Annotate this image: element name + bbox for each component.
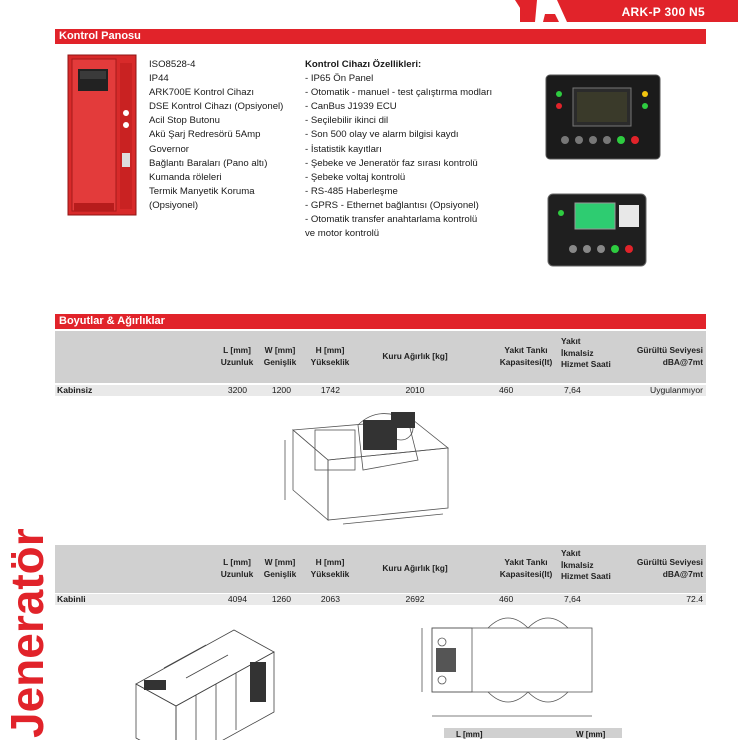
header-service-hours: Yakıt İkmalsiz Hizmet Saati bbox=[561, 548, 611, 581]
row-name: Kabinsiz bbox=[57, 385, 93, 395]
row-height: 1742 bbox=[320, 385, 340, 395]
feature-item: Governor bbox=[149, 143, 189, 155]
feature-item: (Opsiyonel) bbox=[149, 199, 199, 211]
controller-feature-item: - Son 500 olay ve alarm bilgisi kaydı bbox=[305, 129, 459, 141]
partial-header-length: L [mm] bbox=[456, 730, 483, 739]
header-tank: Yakıt Tankı Kapasitesi(lt) bbox=[499, 345, 553, 367]
header-service-hours: Yakıt İkmalsiz Hizmet Saati bbox=[561, 336, 611, 369]
row-hours: 7,64 bbox=[564, 594, 581, 604]
controller-feature-item: - Seçilebilir ikinci dil bbox=[305, 115, 389, 127]
section-title-panel: Kontrol Panosu bbox=[55, 29, 706, 44]
partial-header-width: W [mm] bbox=[576, 730, 606, 739]
row-weight: 2010 bbox=[405, 385, 425, 395]
enclosed-genset-drawing bbox=[130, 622, 280, 738]
header-noise: Gürültü Seviyesi dBA@7mt bbox=[636, 557, 703, 579]
header-height: H [mm] Yükseklik bbox=[310, 345, 350, 367]
controller-feature-item: ve motor kontrolü bbox=[305, 228, 380, 240]
feature-item: DSE Kontrol Cihazı (Opsiyonel) bbox=[149, 101, 284, 113]
controller-feature-item: - Otomatik - manuel - test çalıştırma modları bbox=[305, 87, 493, 99]
feature-item: Acil Stop Butonu bbox=[149, 115, 220, 127]
model-title: ARK-P 300 N5 bbox=[621, 5, 705, 19]
table-header-unenclosed bbox=[55, 331, 706, 383]
feature-item: ARK700E Kontrol Cihazı bbox=[149, 87, 255, 99]
row-tank: 460 bbox=[499, 594, 514, 604]
table-row bbox=[55, 594, 706, 605]
header-width: W [mm] Genişlik bbox=[263, 557, 297, 579]
ark700e-controller-image bbox=[545, 74, 661, 160]
header-weight: Kuru Ağırlık [kg] bbox=[382, 351, 448, 361]
controller-feature-item: - İstatistik kayıtları bbox=[305, 143, 382, 155]
controller-feature-item: - IP65 Ön Panel bbox=[305, 73, 374, 85]
row-noise: Uygulanmıyor bbox=[649, 385, 703, 395]
row-height: 2063 bbox=[320, 594, 340, 604]
controller-feature-item: - Otomatik transfer anahtarlama kontrolü bbox=[305, 214, 478, 226]
controller-feature-item: - GPRS - Ethernet bağlantısı (Opsiyonel) bbox=[305, 199, 479, 211]
feature-item: Kumanda röleleri bbox=[149, 171, 222, 183]
open-genset-drawing bbox=[283, 400, 455, 528]
header-width: W [mm] Genişlik bbox=[263, 345, 297, 367]
dse-controller-image bbox=[547, 193, 647, 267]
controller-feature-item: - RS-485 Haberleşme bbox=[305, 185, 398, 197]
row-length: 4094 bbox=[227, 594, 247, 604]
row-name: Kabinli bbox=[57, 594, 86, 604]
controller-features-title: Kontrol Cihazı Özellikleri: bbox=[305, 59, 422, 70]
header-noise: Gürültü Seviyesi dBA@7mt bbox=[636, 345, 703, 367]
control-panel-image bbox=[66, 53, 138, 217]
feature-item: Termik Manyetik Koruma bbox=[149, 185, 255, 197]
header-tank: Yakıt Tankı Kapasitesi(lt) bbox=[499, 557, 553, 579]
row-weight: 2692 bbox=[405, 594, 425, 604]
header-length: L [mm] Uzunluk bbox=[220, 345, 254, 367]
section-title-dimensions: Boyutlar & Ağırlıklar bbox=[55, 314, 706, 329]
controller-feature-item: - Şebeke voltaj kontrolü bbox=[305, 171, 406, 183]
table-header-enclosed bbox=[55, 545, 706, 593]
row-width: 1260 bbox=[271, 594, 291, 604]
row-length: 3200 bbox=[227, 385, 247, 395]
feature-item: Akü Şarj Redresörü 5Amp bbox=[149, 129, 261, 141]
row-noise: 72.4 bbox=[686, 594, 703, 604]
enclosed-plan-drawing bbox=[418, 608, 604, 720]
row-hours: 7,64 bbox=[564, 385, 581, 395]
side-brand-text: Jeneratör bbox=[1, 528, 53, 738]
row-width: 1200 bbox=[271, 385, 291, 395]
feature-item: Bağlantı Baraları (Pano altı) bbox=[149, 157, 268, 169]
controller-feature-item: - Şebeke ve Jeneratör faz sırası kontrolü bbox=[305, 157, 478, 169]
controller-features-list bbox=[305, 58, 492, 241]
bottom-partial-header bbox=[444, 728, 622, 738]
row-tank: 460 bbox=[499, 385, 514, 395]
controller-feature-item: - CanBus J1939 ECU bbox=[305, 101, 397, 113]
header-length: L [mm] Uzunluk bbox=[220, 557, 254, 579]
table-row bbox=[55, 385, 706, 396]
header-height: H [mm] Yükseklik bbox=[310, 557, 350, 579]
feature-item: ISO8528-4 bbox=[149, 59, 196, 70]
feature-item: IP44 bbox=[149, 73, 169, 85]
panel-features-list bbox=[149, 58, 283, 213]
header-weight: Kuru Ağırlık [kg] bbox=[382, 563, 448, 573]
